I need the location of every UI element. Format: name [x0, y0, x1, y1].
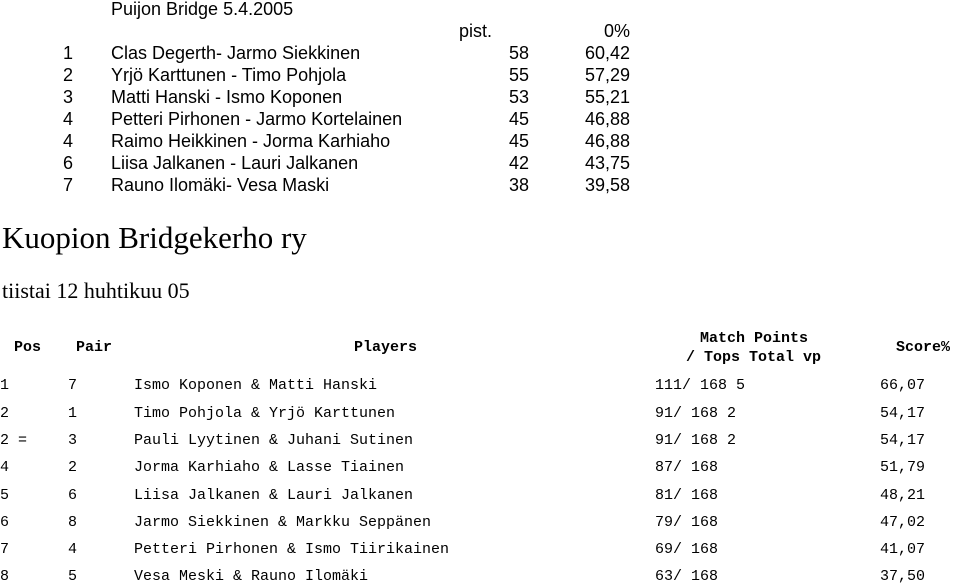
pair-number: 3: [68, 432, 78, 449]
pair-number: 5: [68, 568, 78, 585]
rank: 3: [63, 87, 74, 107]
points: 45: [509, 131, 530, 151]
points: 53: [509, 87, 530, 107]
score: 54,17: [880, 405, 926, 422]
position: 2: [0, 405, 10, 422]
rank: 6: [63, 153, 74, 173]
position: 8: [0, 568, 10, 585]
page-title: Puijon Bridge 5.4.2005: [111, 0, 294, 19]
pair-number: 2: [68, 459, 78, 476]
players: Petteri Pirhonen & Ismo Tiirikainen: [134, 541, 450, 558]
column-header-match-points: Match Points: [700, 330, 809, 347]
pair-names: Matti Hanski - Ismo Koponen: [111, 87, 343, 107]
position: 5: [0, 487, 10, 504]
match-points: 91/ 168 2: [655, 432, 737, 449]
position: 6: [0, 514, 10, 531]
pair-number: 6: [68, 487, 78, 504]
percent: 46,88: [584, 109, 630, 129]
column-header-players: Players: [354, 339, 418, 356]
percent: 43,75: [584, 153, 630, 173]
pair-names: Rauno Ilomäki- Vesa Maski: [111, 175, 330, 195]
percent: 57,29: [584, 65, 630, 85]
points: 42: [509, 153, 530, 173]
rank: 7: [63, 175, 74, 195]
score: 51,79: [880, 459, 926, 476]
players: Jarmo Siekkinen & Markku Seppänen: [134, 514, 432, 531]
score: 47,02: [880, 514, 926, 531]
match-points: 87/ 168: [655, 459, 719, 476]
score: 48,21: [880, 487, 926, 504]
players: Vesa Meski & Rauno Ilomäki: [134, 568, 369, 585]
percent: 46,88: [584, 131, 630, 151]
rank: 4: [63, 131, 74, 151]
column-header-score: Score%: [896, 339, 951, 356]
points: 38: [509, 175, 530, 195]
pair-names: Yrjö Karttunen - Timo Pohjola: [111, 65, 347, 85]
points: 55: [509, 65, 530, 85]
pair-names: Petteri Pirhonen - Jarmo Kortelainen: [111, 109, 403, 129]
match-points: 91/ 168 2: [655, 405, 737, 422]
position: 7: [0, 541, 10, 558]
column-header-pair: Pair: [76, 339, 113, 356]
pair-names: Liisa Jalkanen - Lauri Jalkanen: [111, 153, 359, 173]
players: Timo Pohjola & Yrjö Karttunen: [134, 405, 396, 422]
points: 45: [509, 109, 530, 129]
rank: 1: [63, 43, 74, 63]
pair-names: Raimo Heikkinen - Jorma Karhiaho: [111, 131, 391, 151]
players: Pauli Lyytinen & Juhani Sutinen: [134, 432, 414, 449]
pair-number: 4: [68, 541, 78, 558]
match-points: 81/ 168: [655, 487, 719, 504]
pair-names: Clas Degerth- Jarmo Siekkinen: [111, 43, 361, 63]
pair-number: 7: [68, 377, 78, 394]
score: 37,50: [880, 568, 926, 585]
percent: 60,42: [584, 43, 630, 63]
points: 58: [509, 43, 530, 63]
rank: 4: [63, 109, 74, 129]
event-date: tiistai 12 huhtikuu 05: [2, 278, 190, 303]
rank: 2: [63, 65, 74, 85]
score: 66,07: [880, 377, 926, 394]
position: 2 =: [0, 432, 28, 449]
percent: 55,21: [584, 87, 630, 107]
match-points: 63/ 168: [655, 568, 719, 585]
match-points: 69/ 168: [655, 541, 719, 558]
players: Ismo Koponen & Matti Hanski: [134, 377, 378, 394]
pair-number: 1: [68, 405, 78, 422]
players: Liisa Jalkanen & Lauri Jalkanen: [134, 487, 414, 504]
column-header-tops-total-vp: / Tops Total vp: [686, 349, 822, 366]
position: 1: [0, 377, 10, 394]
players: Jorma Karhiaho & Lasse Tiainen: [134, 459, 405, 476]
score: 54,17: [880, 432, 926, 449]
position: 4: [0, 459, 10, 476]
column-header-percent: 0%: [603, 21, 630, 41]
percent: 39,58: [584, 175, 630, 195]
column-header-pist: pist.: [459, 21, 493, 41]
match-points: 79/ 168: [655, 514, 719, 531]
column-header-pos: Pos: [14, 339, 42, 356]
club-name: Kuopion Bridgekerho ry: [2, 220, 307, 255]
match-points: 111/ 168 5: [655, 377, 746, 394]
score: 41,07: [880, 541, 926, 558]
pair-number: 8: [68, 514, 78, 531]
